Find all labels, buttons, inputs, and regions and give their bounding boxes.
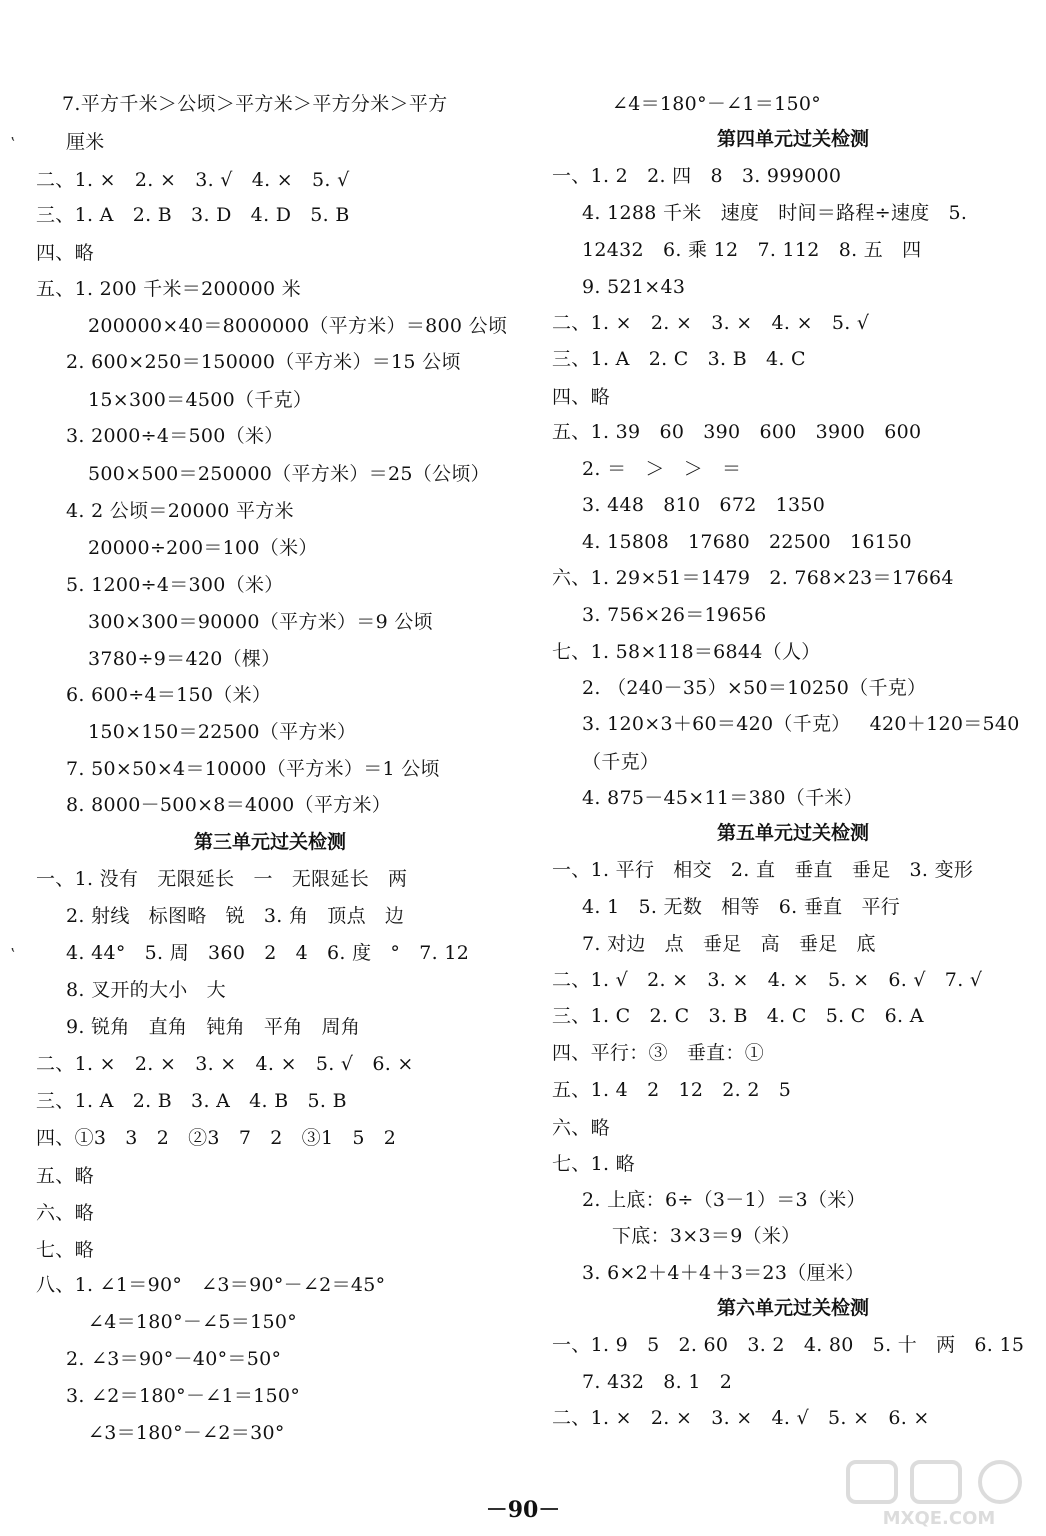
answer-line: 4. 2 公顷＝20000 平方米 — [66, 500, 294, 522]
answer-line: 4. 1 5. 无数 相等 6. 垂直 平行 — [582, 896, 901, 918]
binding-mark: ʽ — [10, 134, 16, 153]
answer-line: ∠4＝180°－∠1＝150° — [612, 93, 822, 115]
section-heading-unit-3: 第三单元过关检测 — [193, 831, 346, 853]
answer-line: 二、1. × 2. × 3. × 4. × 5. √ 6. × — [36, 1053, 414, 1075]
answer-line: 二、1. × 2. × 3. √ 4. × 5. √ — [36, 169, 350, 191]
answer-line: 300×300＝90000（平方米）＝9 公顷 — [88, 611, 433, 633]
answer-line: 4. 15808 17680 22500 16150 — [582, 531, 912, 553]
svg-text:MXQE.COM: MXQE.COM — [882, 1508, 996, 1529]
answer-line: 厘米 — [66, 131, 105, 153]
answer-line: 2. （240－35）×50＝10250（千克） — [582, 677, 927, 699]
answer-line: 一、1. 没有 无限延长 一 无限延长 两 — [36, 868, 408, 890]
answer-line: 15×300＝4500（千克） — [88, 389, 313, 411]
answer-line: 七、1. 略 — [552, 1153, 635, 1175]
answer-line: 200000×40＝8000000（平方米）＝800 公顷 — [88, 315, 508, 337]
answer-line: 2. 射线 标图略 锐 3. 角 顶点 边 — [66, 905, 405, 927]
answer-line: 2. ＝ ＞ ＞ ＝ — [582, 458, 742, 480]
answer-line: 一、1. 9 5 2. 60 3. 2 4. 80 5. 十 两 6. 15 — [552, 1334, 1025, 1356]
answer-line: 一、1. 平行 相交 2. 直 垂直 垂足 3. 变形 — [552, 859, 974, 881]
answer-line: 二、1. × 2. × 3. × 4. √ 5. × 6. × — [552, 1407, 930, 1429]
answer-line: 六、略 — [552, 1117, 610, 1139]
answer-line: 二、1. × 2. × 3. × 4. × 5. √ — [552, 312, 870, 334]
answer-line: 五、略 — [36, 1165, 94, 1187]
answer-line: 四、平行：③ 垂直：① — [552, 1042, 765, 1064]
answer-line: 12432 6. 乘 12 7. 112 8. 五 四 — [582, 239, 922, 261]
answer-line: 8. 8000－500×8＝4000（平方米） — [66, 794, 392, 816]
answer-line: 三、1. A 2. B 3. A 4. B 5. B — [36, 1090, 347, 1112]
answer-line: 2. 600×250＝150000（平方米）＝15 公顷 — [66, 351, 461, 373]
answer-line: 7.平方千米＞公顷＞平方米＞平方分米＞平方 — [62, 93, 448, 115]
answer-line: 20000÷200＝100（米） — [88, 537, 318, 559]
answer-line: 2. ∠3＝90°－40°＝50° — [66, 1348, 282, 1370]
answer-line: 五、1. 39 60 390 600 3900 600 — [552, 421, 922, 443]
section-heading-unit-5: 第五单元过关检测 — [716, 822, 869, 844]
answer-line: 七、1. 58×118＝6844（人） — [552, 641, 821, 663]
answer-line: 二、1. √ 2. × 3. × 4. × 5. × 6. √ 7. √ — [552, 969, 983, 991]
answer-line: 四、略 — [36, 242, 94, 264]
answer-line: 三、1. A 2. C 3. B 4. C — [552, 348, 806, 370]
binding-mark: ʽ — [10, 945, 16, 964]
answer-line: 150×150＝22500（平方米） — [88, 721, 357, 743]
answer-line: 五、1. 4 2 12 2. 2 5 — [552, 1079, 792, 1101]
answer-line: 7. 432 8. 1 2 — [582, 1371, 733, 1393]
answer-line: 2. 上底：6÷（3－1）＝3（米） — [582, 1189, 866, 1211]
answer-line: 下底：3×3＝9（米） — [612, 1225, 801, 1247]
answer-line: 3. 2000÷4＝500（米） — [66, 425, 284, 447]
answer-line: 三、1. C 2. C 3. B 4. C 5. C 6. A — [552, 1005, 924, 1027]
answer-line: 9. 521×43 — [582, 276, 686, 298]
answer-line: 3780÷9＝420（棵） — [88, 648, 281, 670]
answer-line: 4. 1288 千米 速度 时间＝路程÷速度 5. — [582, 202, 968, 224]
answer-line: 六、1. 29×51＝1479 2. 768×23＝17664 — [552, 567, 954, 589]
answer-line: ∠3＝180°－∠2＝30° — [88, 1422, 285, 1444]
answer-line: 3. ∠2＝180°－∠1＝150° — [66, 1385, 301, 1407]
answer-line: 3. 756×26＝19656 — [582, 604, 767, 626]
answer-line: 3. 448 810 672 1350 — [582, 494, 826, 516]
answer-line: 八、1. ∠1＝90° ∠3＝90°－∠2＝45° — [36, 1274, 386, 1296]
answer-line: 7. 对边 点 垂足 高 垂足 底 — [582, 933, 876, 955]
answer-line: 三、1. A 2. B 3. D 4. D 5. B — [36, 204, 350, 226]
answer-line: 7. 50×50×4＝10000（平方米）＝1 公顷 — [66, 758, 440, 780]
section-heading-unit-6: 第六单元过关检测 — [716, 1297, 869, 1319]
answer-line: 5. 1200÷4＝300（米） — [66, 574, 284, 596]
answer-line: 七、略 — [36, 1239, 94, 1261]
answer-line: 六、略 — [36, 1202, 94, 1224]
page-number: －90－ — [485, 1497, 561, 1523]
answer-line: 3. 6×2＋4＋4＋3＝23（厘米） — [582, 1262, 865, 1284]
watermark-logo — [844, 1460, 1034, 1530]
answer-line: 四、①3 3 2 ②3 7 2 ③1 5 2 — [36, 1127, 397, 1149]
answer-line: 3. 120×3＋60＝420（千克） 420＋120＝540 — [582, 713, 1020, 735]
section-heading-unit-4: 第四单元过关检测 — [716, 128, 869, 150]
answer-line: 6. 600÷4＝150（米） — [66, 684, 272, 706]
answer-line: 9. 锐角 直角 钝角 平角 周角 — [66, 1016, 361, 1038]
answer-line: 500×500＝250000（平方米）＝25（公顷） — [88, 463, 490, 485]
answer-line: ∠4＝180°－∠5＝150° — [88, 1311, 298, 1333]
answer-line: 一、1. 2 2. 四 8 3. 999000 — [552, 165, 842, 187]
answer-line: 4. 44° 5. 周 360 2 4 6. 度 ° 7. 12 — [66, 942, 470, 964]
answer-line: 四、略 — [552, 386, 610, 408]
answer-line: 4. 875－45×11＝380（千米） — [582, 787, 863, 809]
answer-line: （千克） — [582, 751, 660, 773]
answer-line: 8. 叉开的大小 大 — [66, 979, 226, 1001]
answer-line: 五、1. 200 千米＝200000 米 — [36, 278, 302, 300]
